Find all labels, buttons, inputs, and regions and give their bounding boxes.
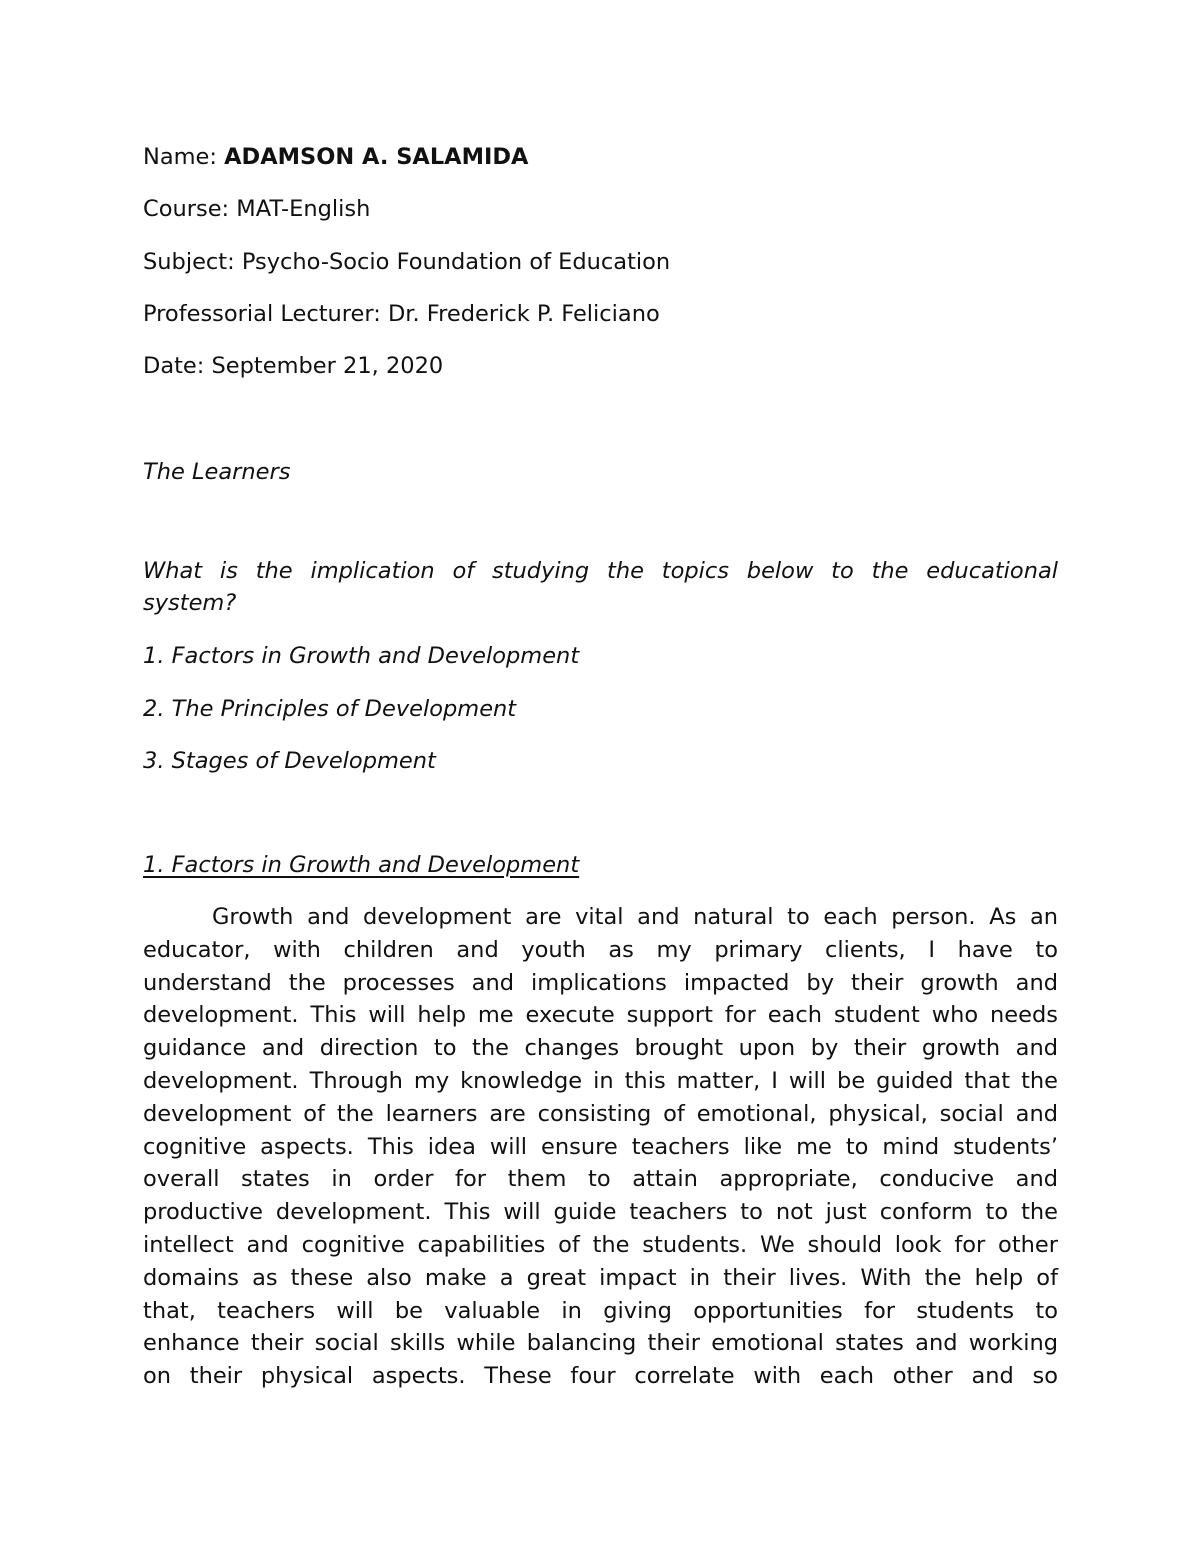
- paragraph-line: development of the learners are consisting of emotional, physical, social and: [143, 1100, 1058, 1127]
- course-line: Course: MAT-English: [143, 196, 371, 222]
- paragraph-line: cognitive aspects. This idea will ensure teachers like me to mind students’: [143, 1133, 1058, 1160]
- topic-item-2: 2. The Principles of Development: [143, 696, 517, 722]
- paragraph-line: understand the processes and implications impacted by their growth and: [143, 969, 1058, 996]
- question-line-1: What is the implication of studying the topics below to the educational: [143, 558, 1058, 584]
- section-title: The Learners: [143, 459, 291, 485]
- paragraph-line: development. Through my knowledge in this matter, I will be guided that the: [143, 1067, 1058, 1094]
- topic-item-3: 3. Stages of Development: [143, 748, 436, 774]
- paragraph-line: enhance their social skills while balancing their emotional states and working: [143, 1330, 1058, 1357]
- paragraph-line: on their physical aspects. These four correlate with each other and so: [143, 1363, 1058, 1390]
- name-label: Name:: [143, 144, 225, 170]
- paragraph-line: overall states in order for them to attain appropriate, conducive and: [143, 1166, 1058, 1193]
- date-line: Date: September 21, 2020: [143, 353, 444, 379]
- paragraph-line: intellect and cognitive capabilities of the students. We should look for other: [143, 1231, 1058, 1258]
- paragraph-line: domains as these also make a great impact in their lives. With the help of: [143, 1264, 1058, 1291]
- paragraph-line: development. This will help me execute support for each student who needs: [143, 1002, 1058, 1029]
- subject-line: Subject: Psycho-Socio Foundation of Education: [143, 249, 671, 275]
- name-line: [143, 141, 528, 174]
- paragraph-line: educator, with children and youth as my primary clients, I have to: [143, 936, 1058, 963]
- paragraph-line: guidance and direction to the changes brought upon by their growth and: [143, 1035, 1058, 1062]
- topic-item-1: 1. Factors in Growth and Development: [143, 643, 580, 669]
- paragraph-line: that, teachers will be valuable in giving opportunities for students to: [143, 1297, 1058, 1324]
- subheading: 1. Factors in Growth and Development: [143, 852, 580, 878]
- paragraph-line: productive development. This will guide teachers to not just conform to the: [143, 1199, 1058, 1226]
- paragraph-line: Growth and development are vital and natural to each person. As an: [212, 904, 1058, 930]
- lecturer-line: Professorial Lecturer: Dr. Frederick P. Feliciano: [143, 301, 660, 327]
- question-line-2: system?: [143, 590, 237, 616]
- student-name: ADAMSON A. SALAMIDA: [224, 144, 529, 170]
- body-paragraph: [143, 901, 1058, 1393]
